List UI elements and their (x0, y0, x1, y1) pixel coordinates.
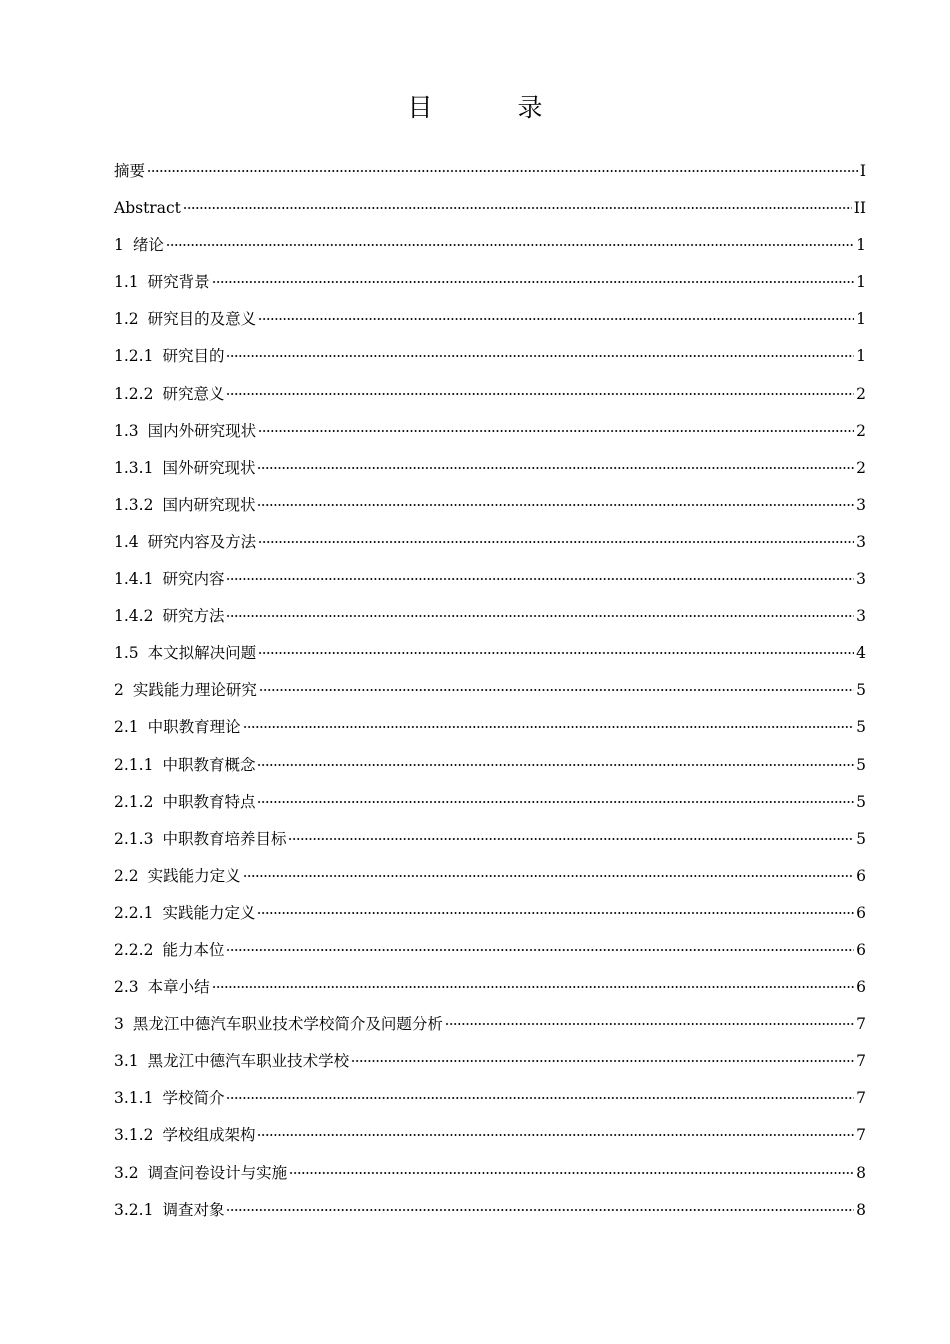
toc-dot-leader (257, 764, 854, 766)
toc-entry-number: 3.2 (114, 1163, 139, 1182)
toc-dot-leader (147, 170, 858, 172)
toc-entry-number: 1.2.2 (114, 384, 154, 403)
toc-dot-leader (259, 689, 854, 691)
toc-entry[interactable] (114, 821, 866, 858)
toc-entry[interactable] (114, 227, 866, 264)
toc-entry-label: 研究意义 (162, 384, 225, 403)
toc-entry-label: 中职教育培养目标 (162, 829, 287, 848)
toc-entry-number: 3 (114, 1015, 124, 1034)
toc-entry-number: 2.3 (114, 978, 139, 997)
toc-dot-leader (289, 1172, 854, 1174)
toc-entry-page-number: II (853, 199, 866, 218)
toc-entry-label: 黑龙江中德汽车职业技术学校 (147, 1052, 350, 1071)
toc-dot-leader (257, 912, 854, 914)
toc-dot-leader (257, 801, 854, 803)
toc-entry-number: 1.4.1 (114, 570, 154, 589)
toc-entry-page-number: 3 (856, 495, 866, 514)
toc-dot-leader (226, 949, 854, 951)
toc-entry-label: 本章小结 (147, 978, 210, 997)
toc-entry[interactable] (114, 1080, 866, 1117)
toc-entry[interactable] (114, 450, 866, 487)
toc-entry[interactable] (114, 264, 866, 301)
toc-entry-label: 调查问卷设计与实施 (147, 1163, 288, 1182)
toc-entry-number: 1.2 (114, 310, 139, 329)
toc-entry-label: 研究方法 (162, 607, 225, 626)
toc-entry[interactable] (114, 895, 866, 932)
toc-entry[interactable] (114, 1043, 866, 1080)
toc-entry-number: 1.3.2 (114, 495, 154, 514)
toc-entry-number: 1.5 (114, 644, 139, 663)
toc-entry-number: 1 (114, 236, 124, 255)
toc-entry-page-number: 5 (856, 718, 866, 737)
toc-entry[interactable] (114, 1192, 866, 1229)
toc-dot-leader (166, 244, 854, 246)
toc-dot-leader (445, 1023, 854, 1025)
toc-entry-number: 2 (114, 681, 124, 700)
toc-list (114, 153, 866, 1229)
toc-entry-page-number: 3 (856, 607, 866, 626)
toc-entry-label: 研究目的及意义 (147, 310, 257, 329)
toc-entry-page-number: 6 (856, 866, 866, 885)
toc-entry-page-number: 7 (856, 1052, 866, 1071)
toc-entry-number: 1.3.1 (114, 458, 154, 477)
toc-dot-leader (288, 838, 854, 840)
toc-entry[interactable] (114, 709, 866, 746)
toc-dot-leader (258, 541, 854, 543)
toc-dot-leader (212, 281, 854, 283)
toc-entry-number: 2.1.3 (114, 829, 154, 848)
toc-entry-page-number: 1 (856, 273, 866, 292)
toc-entry-page-number: 1 (856, 236, 866, 255)
toc-entry[interactable] (114, 858, 866, 895)
toc-dot-leader (258, 652, 854, 654)
toc-entry-page-number: I (859, 162, 866, 180)
toc-entry-page-number: 6 (856, 903, 866, 922)
toc-entry-label: 国外研究现状 (162, 458, 256, 477)
toc-dot-leader (183, 207, 852, 209)
toc-entry-label: 调查对象 (162, 1200, 225, 1219)
toc-entry-label: 黑龙江中德汽车职业技术学校简介及问题分析 (132, 1015, 443, 1034)
toc-entry-page-number: 3 (856, 570, 866, 589)
toc-entry-label: 研究内容 (162, 570, 225, 589)
toc-entry[interactable] (114, 969, 866, 1006)
toc-entry-page-number: 1 (856, 347, 866, 366)
toc-dot-leader (243, 875, 854, 877)
toc-entry-number: 3.1.2 (114, 1126, 154, 1145)
toc-entry-number: 1.1 (114, 273, 139, 292)
toc-entry-page-number: 7 (856, 1126, 866, 1145)
toc-entry[interactable] (114, 153, 866, 190)
toc-entry-label: 国内外研究现状 (147, 421, 257, 440)
toc-dot-leader (226, 1209, 854, 1211)
toc-entry-number: 3.2.1 (114, 1200, 154, 1219)
toc-dot-leader (257, 504, 854, 506)
toc-entry-page-number: 1 (856, 310, 866, 329)
toc-entry[interactable] (114, 524, 866, 561)
toc-entry-number: 1.4 (114, 532, 139, 551)
toc-entry-page-number: 3 (856, 532, 866, 551)
toc-entry[interactable] (114, 190, 866, 227)
toc-entry-label: 实践能力定义 (162, 903, 256, 922)
toc-entry-label: 实践能力理论研究 (132, 681, 257, 700)
toc-entry-page-number: 6 (856, 940, 866, 959)
toc-entry[interactable] (114, 561, 866, 598)
toc-entry-page-number: 6 (856, 978, 866, 997)
toc-entry-number: 1.4.2 (114, 607, 154, 626)
toc-entry-label: 研究背景 (147, 273, 210, 292)
toc-dot-leader (226, 578, 854, 580)
toc-entry-page-number: 5 (856, 681, 866, 700)
toc-entry-page-number: 8 (856, 1163, 866, 1182)
toc-entry-label: 研究内容及方法 (147, 532, 257, 551)
toc-entry-page-number: 8 (856, 1200, 866, 1219)
toc-entry-page-number: 5 (856, 755, 866, 774)
toc-entry-number: 1.3 (114, 421, 139, 440)
toc-entry-label: 国内研究现状 (162, 495, 256, 514)
toc-entry-number: 2.2 (114, 866, 139, 885)
toc-title: 目 录 (407, 93, 573, 122)
toc-dot-leader (212, 986, 854, 988)
toc-entry[interactable] (114, 598, 866, 635)
toc-entry-number: 3.1.1 (114, 1089, 154, 1108)
toc-entry-number: 2.1 (114, 718, 139, 737)
toc-entry-page-number: 7 (856, 1015, 866, 1034)
toc-dot-leader (226, 1097, 854, 1099)
toc-entry-page-number: 2 (856, 458, 866, 477)
toc-entry[interactable] (114, 338, 866, 375)
toc-entry[interactable] (114, 301, 866, 338)
toc-entry[interactable] (114, 747, 866, 784)
toc-entry-number: 3.1 (114, 1052, 139, 1071)
toc-entry[interactable] (114, 932, 866, 969)
toc-entry-page-number: 7 (856, 1089, 866, 1108)
toc-entry-label: 中职教育特点 (162, 792, 256, 811)
toc-entry-number: 2.1.1 (114, 755, 154, 774)
toc-entry[interactable] (114, 1006, 866, 1043)
toc-entry-label: 学校组成架构 (162, 1126, 256, 1145)
toc-entry-label: 实践能力定义 (147, 866, 241, 885)
toc-entry-label: 研究目的 (162, 347, 225, 366)
toc-entry-label: 能力本位 (162, 940, 225, 959)
toc-entry-number: 2.1.2 (114, 792, 154, 811)
toc-dot-leader (243, 726, 854, 728)
toc-dot-leader (226, 393, 854, 395)
toc-entry[interactable] (114, 487, 866, 524)
toc-entry[interactable] (114, 413, 866, 450)
toc-entry-page-number: 5 (856, 829, 866, 848)
toc-entry[interactable] (114, 635, 866, 672)
toc-entry-label: 中职教育理论 (147, 718, 241, 737)
toc-dot-leader (258, 430, 854, 432)
toc-dot-leader (226, 355, 854, 357)
toc-entry[interactable] (114, 1155, 866, 1192)
toc-entry[interactable] (114, 672, 866, 709)
toc-entry-page-number: 5 (856, 792, 866, 811)
toc-entry-number: 2.2.2 (114, 940, 154, 959)
toc-dot-leader (226, 615, 854, 617)
toc-dot-leader (258, 318, 854, 320)
toc-entry-number: 2.2.1 (114, 903, 154, 922)
toc-entry[interactable] (114, 1117, 866, 1154)
toc-entry-page-number: 4 (856, 644, 866, 663)
toc-entry-label: 摘要 (114, 162, 146, 180)
toc-entry-page-number: 2 (856, 421, 866, 440)
toc-entry[interactable] (114, 376, 866, 413)
toc-dot-leader (351, 1060, 854, 1062)
toc-entry-label: 本文拟解决问题 (147, 644, 257, 663)
toc-dot-leader (257, 467, 854, 469)
toc-entry-label: 中职教育概念 (162, 755, 256, 774)
toc-entry-label: Abstract (114, 199, 181, 218)
toc-entry-page-number: 2 (856, 384, 866, 403)
toc-dot-leader (257, 1134, 854, 1136)
toc-entry-number: 1.2.1 (114, 347, 154, 366)
toc-entry[interactable] (114, 784, 866, 821)
toc-entry-label: 绪论 (132, 236, 164, 255)
toc-entry-label: 学校简介 (162, 1089, 225, 1108)
